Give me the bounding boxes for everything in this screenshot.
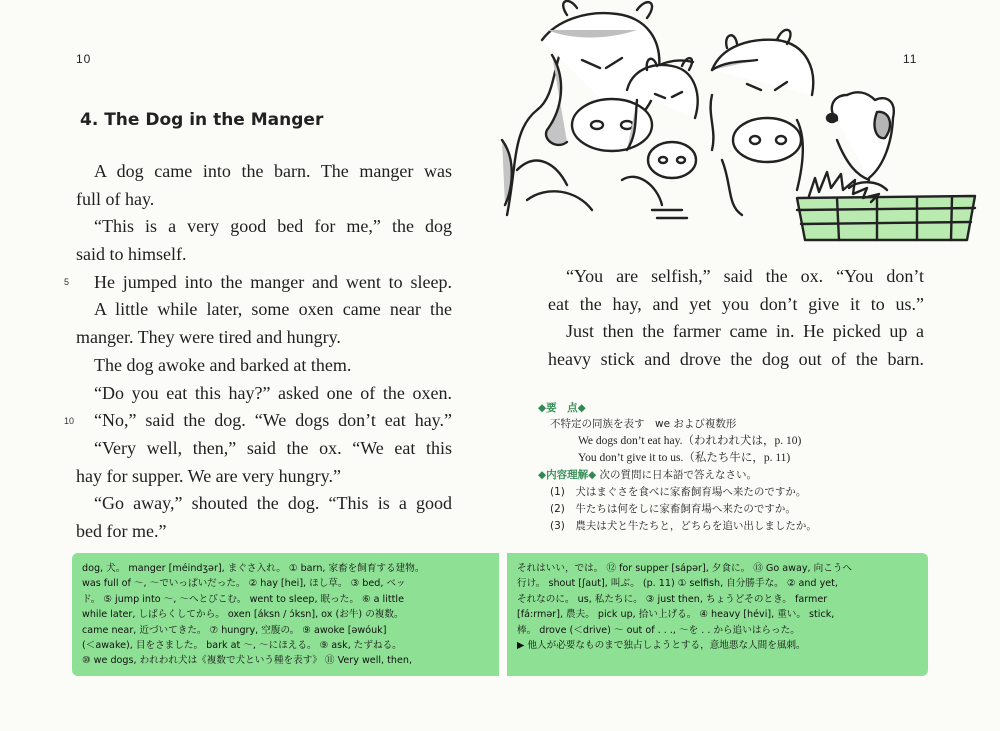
vocab-line: それはいい，では。 ⑫ for supper [sápər], 夕食に。 ⑬ Go away, 向こうへ (517, 563, 853, 574)
story-line: hay for supper. We are very hungry.” (76, 465, 341, 486)
story-line: “This is a very good bed for me,” the dog (94, 216, 452, 237)
manger (797, 172, 975, 240)
vocab-line: ド。 ⑤ jump into ～, ～へとびこむ。 went to sleep, 眠った。 ⑥ a little (82, 593, 404, 605)
key-points-heading: ◆要 点◆ (538, 402, 586, 414)
story-line: “Do you eat this hay?” asked one of the oxen. (94, 382, 452, 403)
story-line: “Go away,” shouted the dog. “This is a good (94, 493, 452, 514)
line-marker-10: 10 (64, 416, 75, 426)
vocab-line: ⑩ we dogs, われわれ犬は《複数で犬という種を表す》 ⑪ Very well, then, (82, 655, 413, 667)
cow-right (711, 30, 814, 215)
question-3: (3) 農夫は犬と牛たちと，どちらを追い出しましたか。 (550, 520, 817, 532)
vocab-line: while later, しばらくしてから。 oxen [áksn / ɔ́ksn], ox (お牛) の複数。 (82, 609, 404, 621)
story-line: “You are selfish,” said the ox. “You don’t (566, 266, 924, 286)
vocab-line: 棒。 drove (＜drive) ～ out of . . ., ～を . . から追いはらった。 (517, 624, 800, 636)
question-2: (2) 牛たちは何をしに家畜飼育場へ来たのですか。 (550, 503, 796, 515)
story-text-left (76, 158, 452, 546)
vocab-line: [fá:rmər], 農夫。 pick up, 拾い上げる。 ④ heavy [hévi], 重い。 stick, (517, 609, 835, 621)
story-line: A dog came into the barn. The manger was (94, 161, 452, 181)
story-line: “Very well, then,” said the ox. “We eat this (94, 437, 452, 458)
story-line: bed for me.” (76, 520, 167, 541)
example-2: You don’t give it to us.（私たち牛に，p. 11) (578, 452, 791, 464)
line-marker-5: 5 (64, 277, 70, 287)
vocab-line: came near, 近づいてきた。 ⑦ hungry, 空腹の。 ⑨ awoke [əwóuk] (82, 624, 387, 636)
comprehension-heading: ◆内容理解◆ (538, 469, 597, 481)
cows-and-dog-illustration (497, 0, 977, 245)
story-line: eat the hay, and yet you don’t give it to us.” (548, 293, 924, 314)
vocab-line: was full of ～, ～でいっぱいだった。 ② hay [hei], ほし草。 ③ bed, ベッ (82, 578, 406, 590)
vocab-line: dog, 犬。 manger [méindʒər], まぐさ入れ。 ① barn, 家畜を飼育する建物。 (82, 563, 425, 574)
vocab-line: それなのに。 us, 私たちに。 ③ just then, ちょうどそのとき。 farmer (517, 593, 828, 605)
page-number-left: 10 (76, 52, 92, 66)
chapter-title: 4. The Dog in the Manger (80, 110, 324, 130)
vocab-line: 行け。 shout [ʃaut], 叫ぶ。 (p. 11) ① selfish, 自分勝手な。 ② and yet, (517, 578, 838, 590)
vocab-line: ▶ 他人が必要なものまで独占しようとする，意地悪な人間を風刺。 (517, 639, 806, 651)
story-line: A little while later, some oxen came near the (94, 299, 452, 320)
story-line: Just then the farmer came in. He picked up a (566, 321, 924, 342)
example-1: We dogs don’t eat hay.（われわれ犬は，p. 10) (578, 435, 802, 447)
story-line: heavy stick and drove the dog out of the barn. (548, 349, 924, 370)
vocabulary-box-left (72, 553, 499, 676)
story-line: The dog awoke and barked at them. (94, 354, 352, 375)
story-line: said to himself. (76, 244, 187, 265)
dog (827, 92, 894, 190)
story-line: manger. They were tired and hungry. (76, 327, 341, 348)
story-text-right (548, 263, 924, 374)
story-line: He jumped into the manger and went to sleep. (94, 271, 452, 292)
grammar-title: 不特定の同族を表す we および複数形 (550, 418, 737, 430)
vocabulary-box-right (507, 553, 928, 676)
story-line: “No,” said the dog. “We dogs don’t eat hay.” (94, 410, 452, 431)
page-number-right: 11 (903, 52, 918, 66)
comprehension-instruction: 次の質問に日本語で答えなさい。 (599, 469, 757, 481)
question-1: (1) 犬はまぐさを食べに家畜飼育場へ来たのですか。 (550, 486, 807, 498)
study-notes (538, 400, 938, 535)
cow-middle (622, 58, 698, 218)
story-line: full of hay. (76, 188, 155, 209)
vocab-line: (＜awake), 目をさました。 bark at ～, ～にほえる。 ⑨ ask, たずねる。 (82, 639, 402, 651)
